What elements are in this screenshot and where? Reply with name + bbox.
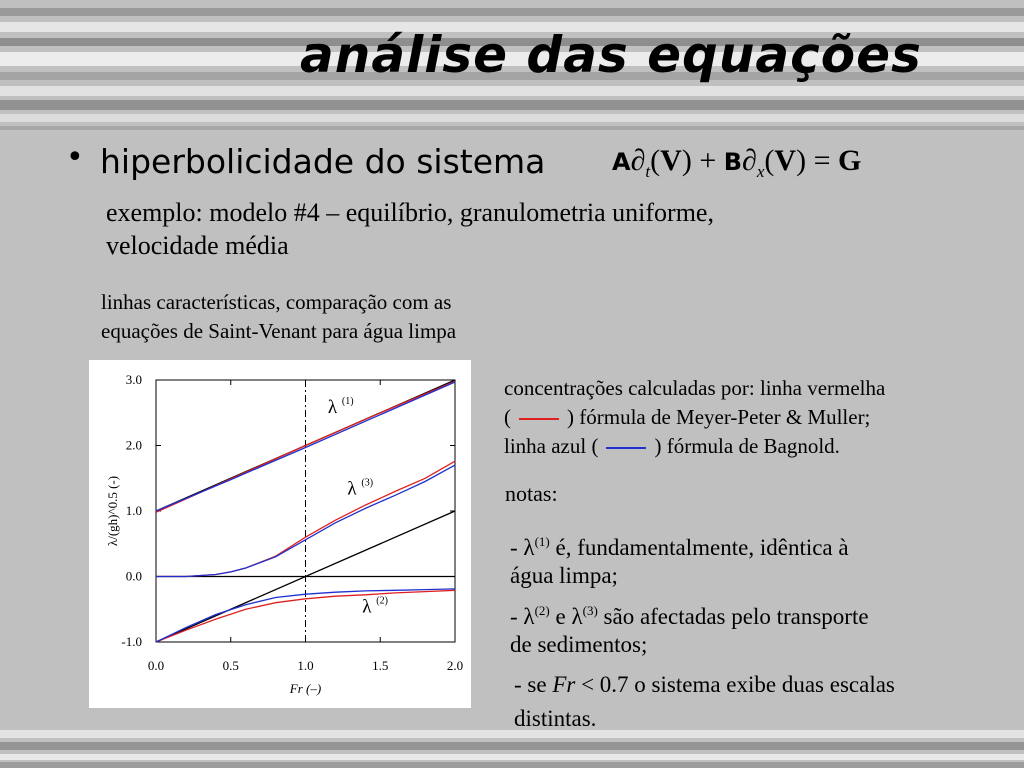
slide-title: análise das equações [300,26,922,84]
conc-red-formula: ) fórmula de Meyer-Peter & Muller; [567,405,871,429]
characteristics-chart [89,360,471,708]
note-2-cont: de sedimentos; [510,632,648,657]
lambda-label-2: λ [347,478,357,500]
x-tick-label: 0.0 [147,658,165,673]
eq-partial-x: ∂ [742,144,757,177]
lambda-label-1: λ [327,396,338,418]
chart-panel [89,360,471,708]
note-1-cont: água limpa; [510,563,618,588]
x-axis-label: Fr (–) [289,681,322,696]
chart-caption [101,288,561,346]
eq-B: B [723,148,743,176]
lambda-sup-2: (3) [361,477,374,489]
conc-blue-formula: ) fórmula de Bagnold. [654,434,840,458]
conc-paren-open: ( [504,405,511,429]
y-axis-label: λ/(gh)^0.5 (-) [105,475,120,547]
note-3-prefix: - se [514,672,553,697]
conc-blue-label: linha azul ( [504,434,599,458]
x-tick-label: 1.5 [372,658,389,673]
note-2-sup-1: (2) [534,603,550,618]
note-1-text: é, fundamentalmente, idêntica à [549,535,849,560]
example-text [106,196,866,262]
note-3-cont: distintas. [514,706,597,731]
bottom-stripes [0,728,1024,768]
lambda-sup-1: (1) [341,395,354,407]
note-2-text: são afectadas pelo transporte [597,604,869,629]
eq-V2: V [774,144,797,177]
note-2-sup-2: (3) [582,603,598,618]
note-3-fr: Fr [552,672,576,697]
red-line-swatch [519,418,559,420]
eq-t: t [645,162,651,181]
notes-title: notas: [505,481,558,506]
x-tick-label: 0.5 [222,658,239,673]
conc-line-2 [504,403,1004,432]
lambda-sup-3: (2) [376,595,388,607]
eq-partial-t: ∂ [630,144,646,177]
y-tick-label: 0.0 [125,568,142,584]
conc-line-3 [504,432,1004,461]
y-tick-label: 3.0 [125,372,142,387]
note-1-lambda: - λ [510,535,535,560]
eq-plus: + [699,144,717,177]
note-1-sup: (1) [534,534,550,549]
eq-equals: = [813,144,831,177]
y-tick-label: 2.0 [125,437,142,453]
caption-line-2: equações de Saint-Venant para água limpa [101,319,457,343]
caption-line-1: linhas características, comparação com as [101,290,452,314]
x-tick-label: 1.0 [297,658,314,673]
note-2-lambda: - λ [510,604,535,629]
eq-x: x [756,162,765,181]
note-3-text: < 0.7 o sistema exibe duas escalas [575,672,895,697]
lambda-label-3: λ [362,596,372,618]
equation: $A\partial_t(V) + B\partial_x(V) = G$ [612,144,862,181]
y-tick-label: 1.0 [125,503,142,518]
example-line-1: exemplo: modelo #4 – equilíbrio, granulometria uniforme, [106,198,714,227]
note-2-and: e λ [549,604,583,629]
note-3 [514,668,895,702]
conc-line-1: concentrações calculadas por: linha vermelha [504,376,886,400]
concentrations-legend [504,374,1004,461]
bullet-symbol: • [66,140,84,175]
eq-A: A [612,148,631,176]
blue-line-swatch [606,447,646,449]
example-line-2: velocidade média [106,231,289,260]
x-tick-label: 2.0 [446,658,464,673]
eq-V1: V [660,144,682,177]
y-tick-label: -1.0 [121,634,142,649]
eq-G: G [838,144,862,177]
bullet-text: hiperbolicidade do sistema [100,142,546,181]
